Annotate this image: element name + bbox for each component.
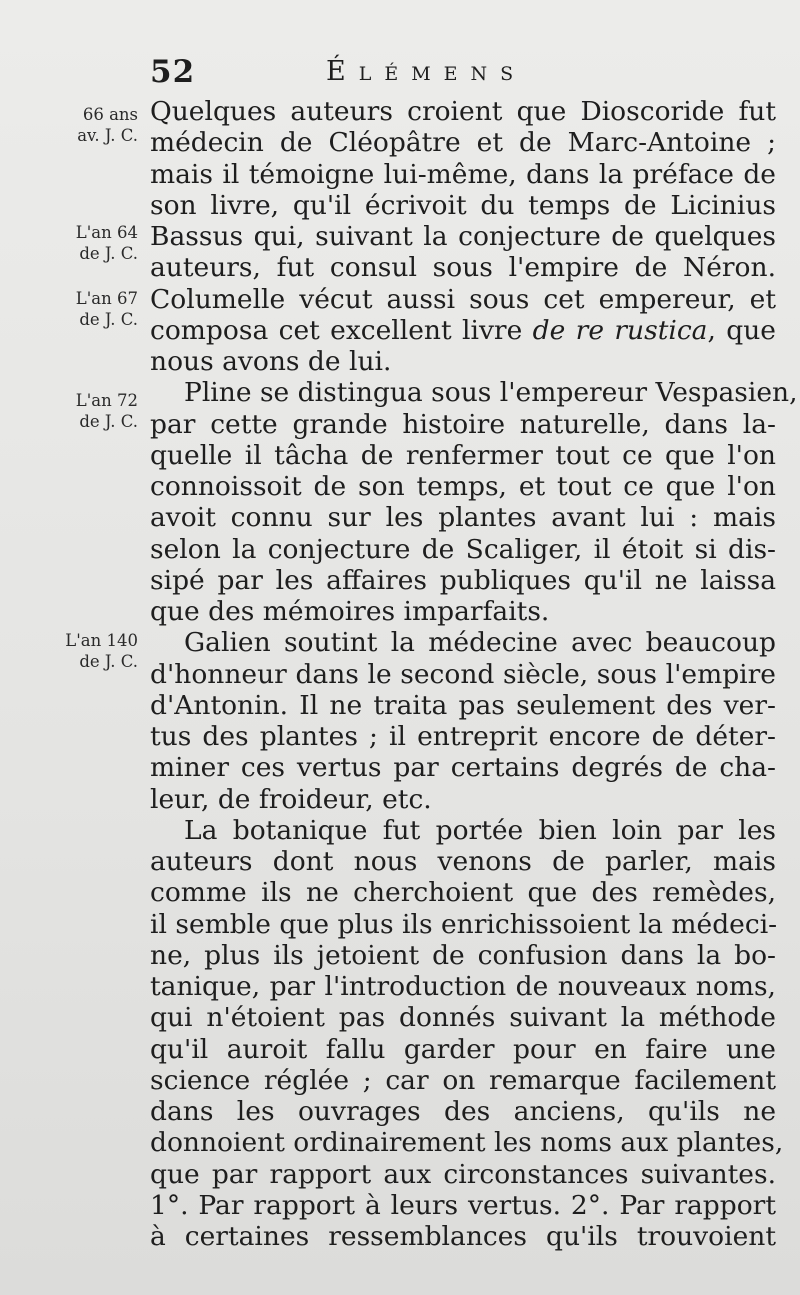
text-line: que des mémoires imparfaits. <box>150 596 550 627</box>
margin-note-line: 66 ans <box>82 105 138 124</box>
text-segment: , que <box>707 314 776 346</box>
text-line: auteurs dont nous venons de parler, mais <box>150 846 776 877</box>
text-line: qu'il auroit fallu garder pour en faire une <box>150 1033 776 1065</box>
text-line: science réglée ; car on remarque facilement <box>150 1064 776 1096</box>
book-title: de re rustica <box>532 314 708 346</box>
text-line: par cette grande histoire naturelle, dans la- <box>150 408 776 440</box>
text-line: sipé par les affaires publiques qu'il ne laissa <box>150 564 776 596</box>
text-line: donnoient ordinairement les noms aux plantes, <box>150 1127 784 1159</box>
text-line: Galien soutint la médecine avec beaucoup <box>184 627 776 659</box>
text-line: Columelle vécut aussi sous cet empereur, et <box>150 283 776 315</box>
text-line: à certaines ressemblances qu'ils trouvoient <box>150 1221 776 1252</box>
margin-note-line: de J. C. <box>79 412 138 431</box>
margin-note-line: de J. C. <box>79 310 138 329</box>
text-segment: composa cet excellent livre <box>150 314 523 346</box>
margin-note-line: av. J. C. <box>77 126 138 145</box>
margin-note-line: L'an 72 <box>75 391 138 410</box>
margin-note-line: L'an 64 <box>75 223 138 242</box>
text-line <box>150 315 776 346</box>
margin-note <box>65 630 138 672</box>
text-line: miner ces vertus par certains degrés de cha- <box>150 752 776 784</box>
text-line: quelle il tâcha de renfermer tout ce que l'on <box>150 439 776 471</box>
margin-note <box>76 288 138 330</box>
page-number: 52 <box>150 54 196 90</box>
text-line: Bassus qui, suivant la conjecture de quelques <box>150 221 776 252</box>
text-line: selon la conjecture de Scaliger, il étoit si dis- <box>150 533 776 565</box>
text-line: leur, de froideur, etc. <box>150 783 432 815</box>
running-title: Élémens <box>326 56 527 87</box>
margin-note <box>77 104 138 146</box>
margin-note <box>76 222 138 264</box>
text-line: d'honneur dans le second siècle, sous l'empire <box>150 658 776 690</box>
margin-note-line: de J. C. <box>79 244 138 263</box>
text-line: ne, plus ils jetoient de confusion dans la bo- <box>150 939 776 971</box>
text-line: son livre, qu'il écrivoit du temps de Licinius <box>150 189 776 221</box>
margin-note-line: L'an 67 <box>75 289 138 308</box>
text-line: comme ils ne cherchoient que des remèdes, <box>150 877 776 909</box>
text-line: auteurs, fut consul sous l'empire de Néron. <box>150 252 776 284</box>
margin-note <box>76 390 138 432</box>
page-header <box>150 54 790 94</box>
margin-note-line: L'an 140 <box>65 631 138 650</box>
text-line: connoissoit de son temps, et tout ce que l'on <box>150 471 776 502</box>
text-line: 1°. Par rapport à leurs vertus. 2°. Par rapport <box>150 1189 776 1221</box>
text-line: Quelques auteurs croient que Dioscoride fut <box>150 96 776 127</box>
text-line: dans les ouvrages des anciens, qu'ils ne <box>150 1096 776 1127</box>
text-line: que par rapport aux circonstances suivantes. <box>150 1158 776 1190</box>
body-text <box>150 96 798 1252</box>
text-line: d'Antonin. Il ne traita pas seulement des ver- <box>150 689 776 721</box>
text-line: La botanique fut portée bien loin par les <box>184 814 776 846</box>
text-line: avoit connu sur les plantes avant lui : mais <box>150 502 776 534</box>
text-line: qui n'étoient pas donnés suivant la méthode <box>150 1002 776 1034</box>
text-line: tus des plantes ; il entreprit encore de déter- <box>150 721 776 752</box>
text-line: tanique, par l'introduction de nouveaux noms, <box>150 971 776 1002</box>
text-line: nous avons de lui. <box>150 346 392 377</box>
text-line: il semble que plus ils enrichissoient la médeci- <box>150 908 778 940</box>
text-line: médecin de Cléopâtre et de Marc-Antoine ; <box>150 127 776 159</box>
text-line: Pline se distingua sous l'empereur Vespasien, <box>184 377 798 409</box>
text-line: mais il témoigne lui-même, dans la préface de <box>150 158 776 190</box>
margin-note-line: de J. C. <box>79 652 138 671</box>
